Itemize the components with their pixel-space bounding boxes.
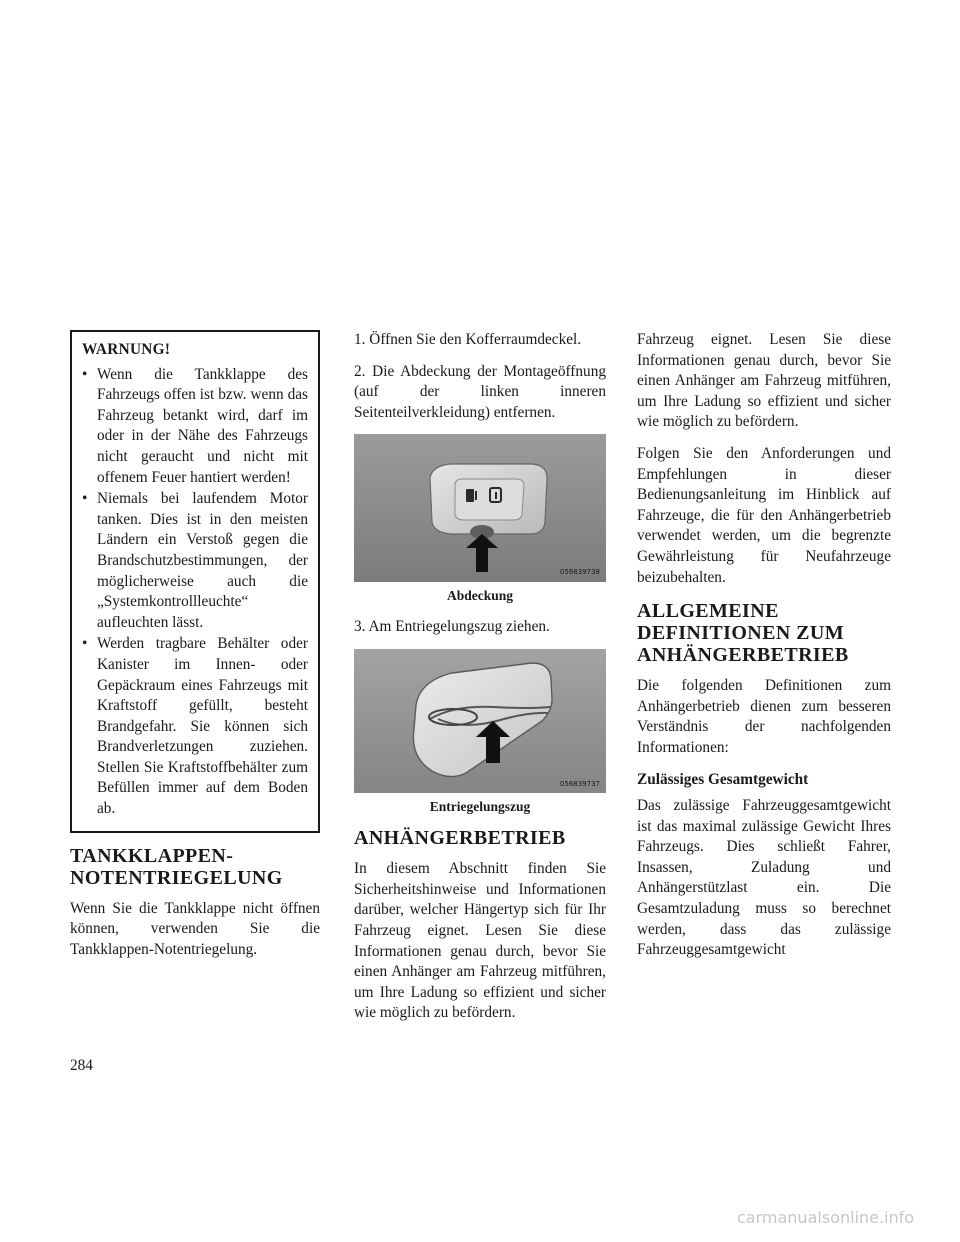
warning-item: • Niemals bei laufendem Motor tanken. Dies ist in den meisten Ländern ein Verstoß gegen die Brandschutzbestimmungen, der möglicherweise auch die „Systemkontrollleuchte“ aufleuchten lässt. xyxy=(82,489,308,633)
subheading-gross-weight: Zulässiges Gesamtgewicht xyxy=(637,770,809,788)
figure-release-cable xyxy=(354,649,606,793)
section-heading-fuel-door-release: TANKKLAPPEN-NOTENTRIEGELUNG xyxy=(70,844,283,889)
figure-code: 056839737 xyxy=(559,779,600,788)
warning-box xyxy=(70,330,320,833)
step-3: 3. Am Entriegelungszug ziehen. xyxy=(354,617,550,635)
footer-watermark: carmanualsonline.info xyxy=(737,1208,915,1227)
figure-cover xyxy=(354,434,606,582)
section-paragraph-continued: Fahrzeug eignet. Lesen Sie diese Informationen genau durch, bevor Sie einen Anhänger am Fahrzeug mitführen, um Ihre Ladung so effizient und sicher wie möglich zu befördern. xyxy=(637,331,891,431)
section-paragraph: Die folgenden Definitionen zum Anhängerbetrieb dienen zum besseren Verständnis der nachfolgenden Informationen: xyxy=(637,677,891,756)
section-heading-definitions: ALLGEMEINE DEFINITIONEN ZUM ANHÄNGERBETRIEB xyxy=(637,600,849,667)
warning-item: • Werden tragbare Behälter oder Kanister im Innen- oder Gepäckraum eines Fahrzeugs mit Kraftstoff gefüllt, besteht Brandgefahr. Sie können sich Brandverletzungen zuziehen. Stellen Sie Kraftstoffbehälter zum Befüllen immer auf dem Boden ab. xyxy=(82,634,308,819)
figure-caption: Entriegelungszug xyxy=(429,798,531,814)
section-paragraph: Folgen Sie den Anforderungen und Empfehlungen in dieser Bedienungsanleitung im Hinblick auf Fahrzeuge, die für den Anhängerbetrieb verwendet werden, um die begrenzte Gewährleistung für Neufahrzeuge beizubehalten. xyxy=(637,444,891,586)
warning-item: • Wenn die Tankklappe des Fahrzeugs offen ist bzw. wenn das Fahrzeug betankt wird, darf im oder in der Nähe des Fahrzeugs nicht geraucht und nicht mit offenem Feuer hantiert werden! xyxy=(82,365,308,489)
section-heading-trailer-towing: ANHÄNGERBETRIEB xyxy=(354,827,566,850)
page-number: 284 xyxy=(70,1057,93,1074)
section-paragraph: Das zulässige Fahrzeuggesamtgewicht ist das maximal zulässige Gewicht Ihres Fahrzeugs. Dies schließt Fahrer, Insassen, Zuladung und Anhängerstützlast ein. Die Gesamtzuladung muss so berechnet werden, dass das zulässige Fahrzeuggesamtgewicht xyxy=(637,797,891,959)
step-2: 2. Die Abdeckung der Montageöffnung (auf der linken inneren Seitenteilverkleidung) entfernen. xyxy=(354,362,606,421)
warning-title: WARNUNG! xyxy=(82,341,171,358)
cover-illustration xyxy=(354,434,606,582)
step-1: 1. Öffnen Sie den Kofferraumdeckel. xyxy=(354,331,582,348)
section-paragraph: Wenn Sie die Tankklappe nicht öffnen können, verwenden Sie die Tankklappen-Notentriegelung. xyxy=(70,899,320,958)
figure-caption: Abdeckung xyxy=(446,588,514,604)
column-right xyxy=(637,330,891,972)
column-left xyxy=(70,330,320,971)
section-paragraph: In diesem Abschnitt finden Sie Sicherheitshinweise und Informationen darüber, welcher Hängertyp sich für Ihr Fahrzeug eignet. Lesen Sie diese Informationen genau durch, bevor Sie einen Anhänger am Fahrzeug mitführen, um Ihre Ladung so effizient und sicher wie möglich zu befördern. xyxy=(354,860,606,1022)
warning-list xyxy=(82,365,308,820)
figure-code: 056839738 xyxy=(559,568,600,577)
release-cable-illustration xyxy=(354,649,606,793)
column-middle xyxy=(354,330,606,1022)
